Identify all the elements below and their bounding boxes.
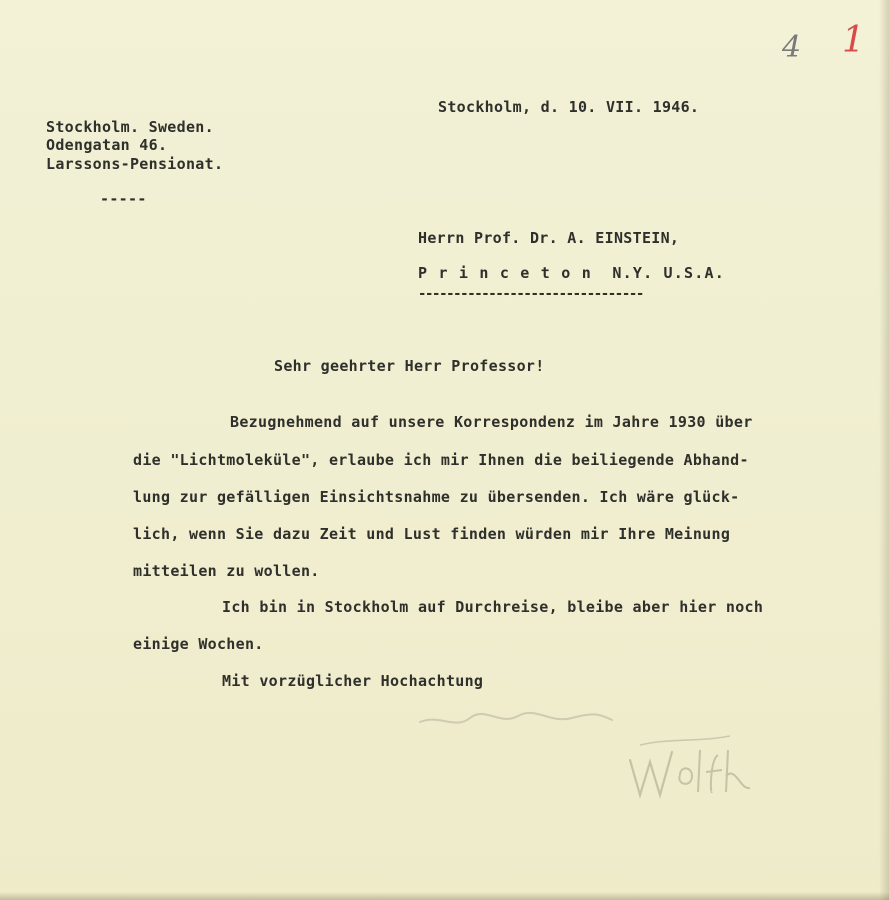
body-line: Ich bin in Stockholm auf Durchreise, bleibe aber hier noch (222, 598, 764, 616)
body-line: die "Lichtmoleküle", erlaube ich mir Ihnen die beiliegende Abhand- (133, 451, 749, 469)
sender-address-line-2: Odengatan 46. (46, 136, 168, 154)
body-line: Bezugnehmend auf unsere Korrespondenz im Jahre 1930 über (230, 413, 753, 431)
recipient-name: Herrn Prof. Dr. A. EINSTEIN, (418, 229, 680, 247)
recipient-city: P r i n c e t o n N.Y. U.S.A. (418, 264, 725, 282)
recipient-underline: -------------------------------- (418, 286, 643, 302)
body-line: lich, wenn Sie dazu Zeit und Lust finden würden mir Ihre Meinung (133, 525, 731, 543)
closing: Mit vorzüglicher Hochachtung (222, 672, 484, 690)
sender-address-line-3: Larssons-Pensionat. (46, 155, 224, 173)
paper-bottom-edge (0, 892, 889, 900)
paper-edge-shadow (879, 0, 889, 900)
salutation: Sehr geehrter Herr Professor! (274, 357, 545, 375)
handwritten-signature (400, 700, 760, 810)
body-line: mitteilen zu wollen. (133, 562, 320, 580)
archive-number-red: 1 (842, 20, 865, 61)
sender-separator: ----- (100, 190, 147, 208)
body-line: einige Wochen. (133, 635, 264, 653)
archive-number-pencil: 4 (782, 30, 802, 65)
body-line: lung zur gefälligen Einsichtsnahme zu übersenden. Ich wäre glück- (133, 488, 740, 506)
date-line: Stockholm, d. 10. VII. 1946. (438, 98, 700, 116)
sender-address-line-1: Stockholm. Sweden. (46, 118, 214, 136)
